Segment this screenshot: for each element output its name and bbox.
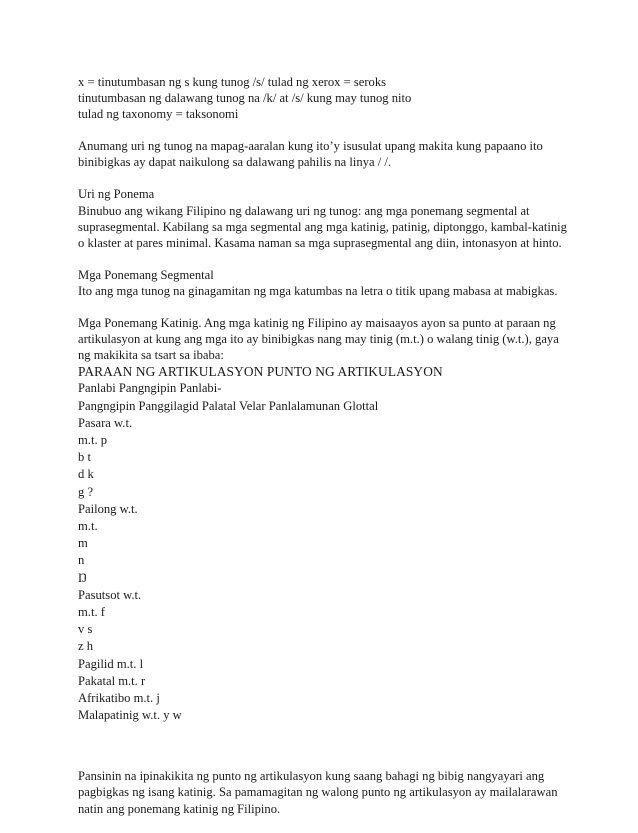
chart-line: v s <box>78 622 93 637</box>
chart-line: Pangngipin Panggilagid Palatal Velar Panlalamunan Glottal <box>78 398 379 413</box>
chart-line: n <box>78 553 85 568</box>
chart-line: m.t. p <box>78 432 108 447</box>
uri-ng-ponema-section <box>78 186 568 250</box>
katinig-section <box>78 315 568 724</box>
chart-line: Panlabi Pangngipin Panlabi- <box>78 381 222 396</box>
chart-heading: PARAAN NG ARTIKULASYON PUNTO NG ARTIKULASYON <box>78 364 443 380</box>
chart-line: Pagilid m.t. l <box>78 656 144 671</box>
intro-line: tinutumbasan ng dalawang tunog na /k/ at /s/ kung may tunog nito <box>78 91 412 106</box>
chart-line: Pasara w.t. <box>78 415 133 430</box>
chart-line: Afrikatibo m.t. j <box>78 690 160 705</box>
chart-line: Pailong w.t. <box>78 501 138 516</box>
section-heading: Mga Ponemang Segmental <box>78 267 214 282</box>
segmental-section <box>78 267 568 299</box>
chart-line: b t <box>78 450 91 465</box>
chart-line: Pasutsot w.t. <box>78 587 142 602</box>
spacer <box>78 724 568 768</box>
chart-line: g ? <box>78 484 94 499</box>
document-body <box>78 74 568 833</box>
intro-line: tulad ng taxonomy = taksonomi <box>78 107 239 122</box>
closing-text: Pansinin na ipinakikita ng punto ng artikulasyon kung saang bahagi ng bibig nangyayari ang pagbigkas ng isang katinig. Sa pamamagitan ng walong punto ng artikulasyon ay mailalarawan natin ang ponemang katinig ng Filipino. <box>78 769 558 816</box>
chart-line: Malapatinig w.t. y w <box>78 708 182 723</box>
chart-line: Pakatal m.t. r <box>78 673 146 688</box>
chart-line: d k <box>78 467 94 482</box>
chart-line: m <box>78 536 88 551</box>
chart-line: z h <box>78 639 94 654</box>
note-paragraph <box>78 138 568 170</box>
note-text: Anumang uri ng tunog na mapag-aaralan kung ito’y isusulat upang makita kung papaano ito binibigkas ay dapat naikulong sa dalawang pahilis na linya / /. <box>78 139 543 170</box>
closing-paragraph <box>78 768 568 816</box>
intro-paragraph <box>78 74 568 122</box>
chart-line: m.t. f <box>78 604 105 619</box>
section-text: Binubuo ang wikang Filipino ng dalawang uri ng tunog: ang mga ponemang segmental at suprasegmental. Kabilang sa mga segmental ang mga katinig, patinig, diptonggo, kambal-katinig o klaster at pares minimal. Kasama naman sa mga suprasegmental ang diin, intonasyon at hinto. <box>78 203 567 250</box>
section-text: Ito ang mga tunog na ginagamitan ng mga katumbas na letra o titik upang mabasa at mabigkas. <box>78 283 558 298</box>
intro-line: x = tinutumbasan ng s kung tunog /s/ tulad ng xerox = seroks <box>78 75 387 89</box>
chart-line: Ŋ <box>78 570 87 585</box>
section-heading: Uri ng Ponema <box>78 187 155 202</box>
chart-line: m.t. <box>78 518 98 533</box>
katinig-text: Mga Ponemang Katinig. Ang mga katinig ng Filipino ay maisaayos ayon sa punto at paraan ng artikulasyon at kung ang mga ito ay binibigkas nang may tinig (m.t.) o walang tinig (w.t.), gaya ng makikita sa tsart sa ibaba: <box>78 316 559 363</box>
